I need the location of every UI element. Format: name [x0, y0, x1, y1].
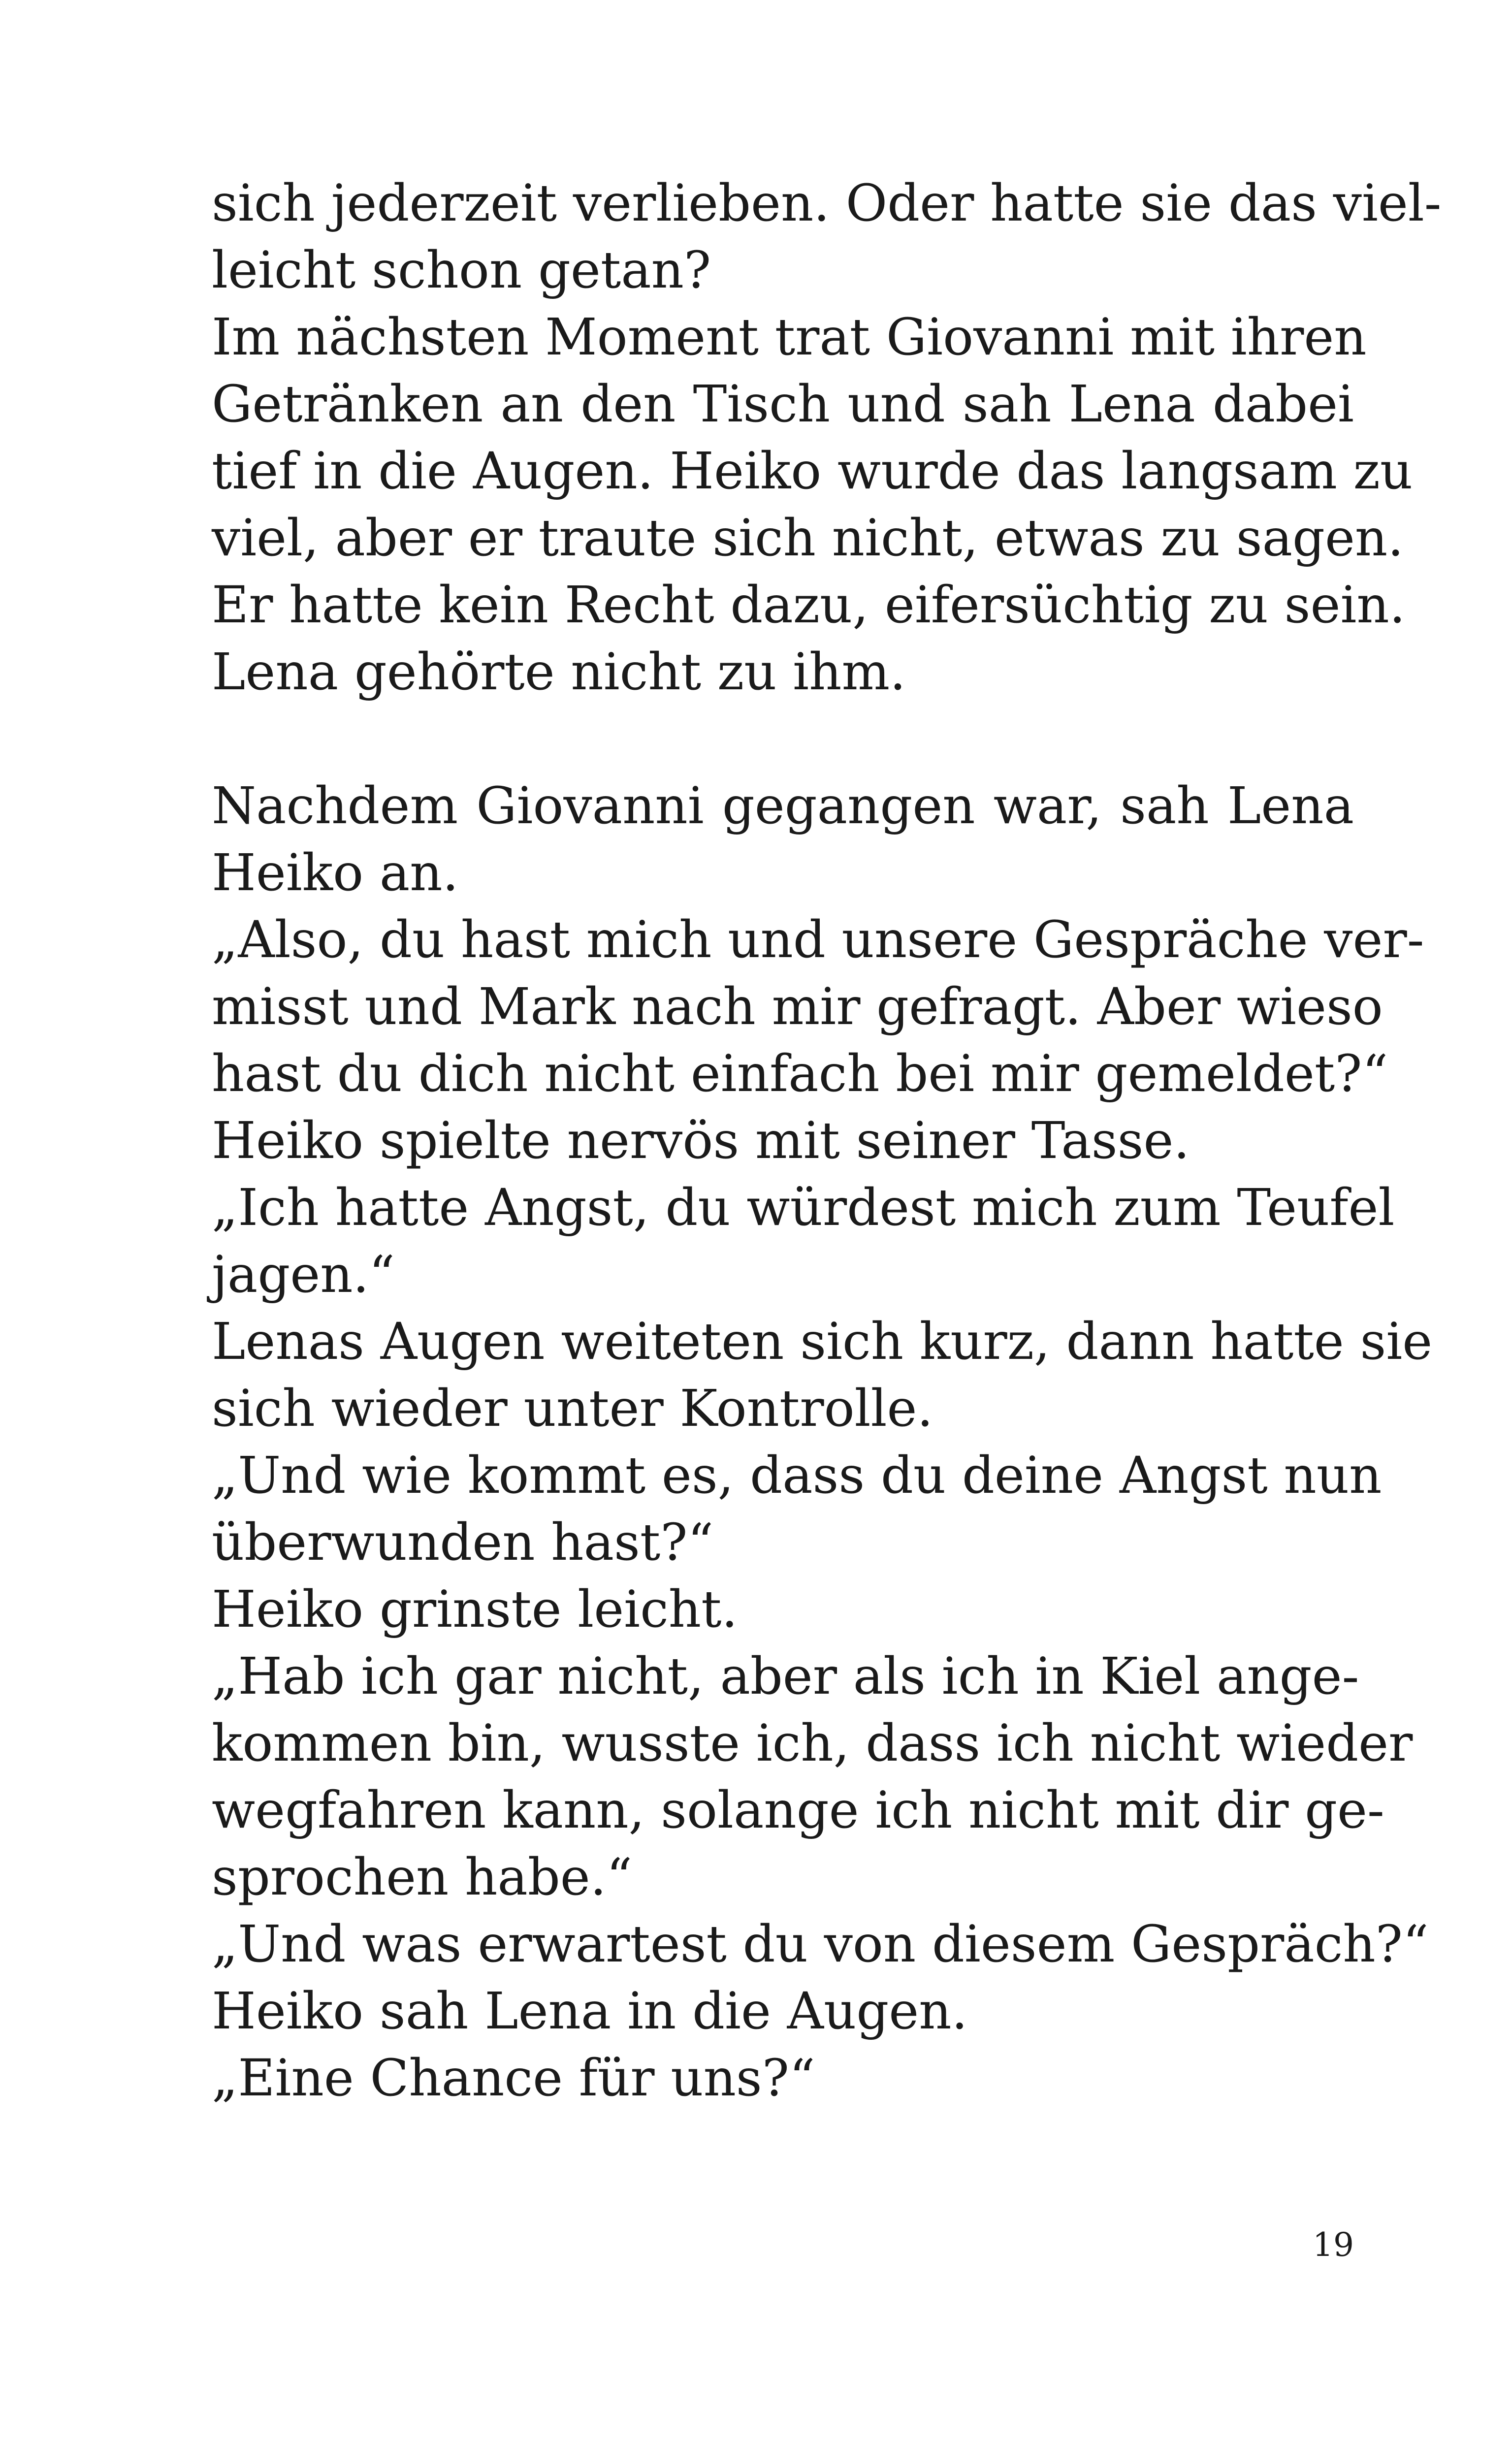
text-line: sich jederzeit verlieben. Oder hatte sie das viel-	[212, 174, 1442, 233]
text-line: Heiko grinste leicht.	[212, 1580, 738, 1639]
text-line: Lena gehörte nicht zu ihm.	[212, 643, 906, 702]
text-line: „Also, du hast mich und unsere Gespräche ver-	[212, 910, 1424, 969]
body-text	[212, 170, 1442, 2112]
text-line: kommen bin, wusste ich, dass ich nicht wieder	[212, 1714, 1413, 1773]
text-line: Lenas Augen weiteten sich kurz, dann hatte sie	[212, 1312, 1433, 1371]
page-number: 19	[1313, 2226, 1354, 2264]
text-line: Heiko spielte nervös mit seiner Tasse.	[212, 1111, 1190, 1170]
text-line: „Und was erwartest du von diesem Gespräch?“	[212, 1915, 1429, 1974]
text-line: Heiko an.	[212, 843, 459, 902]
text-line: wegfahren kann, solange ich nicht mit dir ge-	[212, 1781, 1384, 1840]
text-line: „Ich hatte Angst, du würdest mich zum Teufel	[212, 1178, 1395, 1237]
text-line: jagen.“	[212, 1245, 395, 1304]
text-line: hast du dich nicht einfach bei mir gemeldet?“	[212, 1044, 1388, 1103]
text-line: viel, aber er traute sich nicht, etwas zu sagen.	[212, 509, 1404, 568]
text-line: Er hatte kein Recht dazu, eifersüchtig zu sein.	[212, 576, 1406, 635]
text-line: „Hab ich gar nicht, aber als ich in Kiel ange-	[212, 1647, 1359, 1706]
text-line: misst und Mark nach mir gefragt. Aber wieso	[212, 977, 1383, 1036]
text-line: „Eine Chance für uns?“	[212, 2049, 815, 2108]
text-line: sprochen habe.“	[212, 1848, 633, 1907]
text-line: überwunden hast?“	[212, 1513, 714, 1572]
text-line: Heiko sah Lena in die Augen.	[212, 1982, 968, 2041]
text-line: tief in die Augen. Heiko wurde das langsam zu	[212, 442, 1413, 501]
text-line: Im nächsten Moment trat Giovanni mit ihren	[212, 308, 1367, 367]
text-line: „Und wie kommt es, dass du deine Angst nun	[212, 1446, 1382, 1505]
text-line: sich wieder unter Kontrolle.	[212, 1379, 933, 1438]
text-line: Getränken an den Tisch und sah Lena dabei	[212, 375, 1354, 434]
text-line: leicht schon getan?	[212, 241, 711, 300]
text-line: Nachdem Giovanni gegangen war, sah Lena	[212, 776, 1354, 836]
paragraph-break	[212, 706, 1354, 772]
